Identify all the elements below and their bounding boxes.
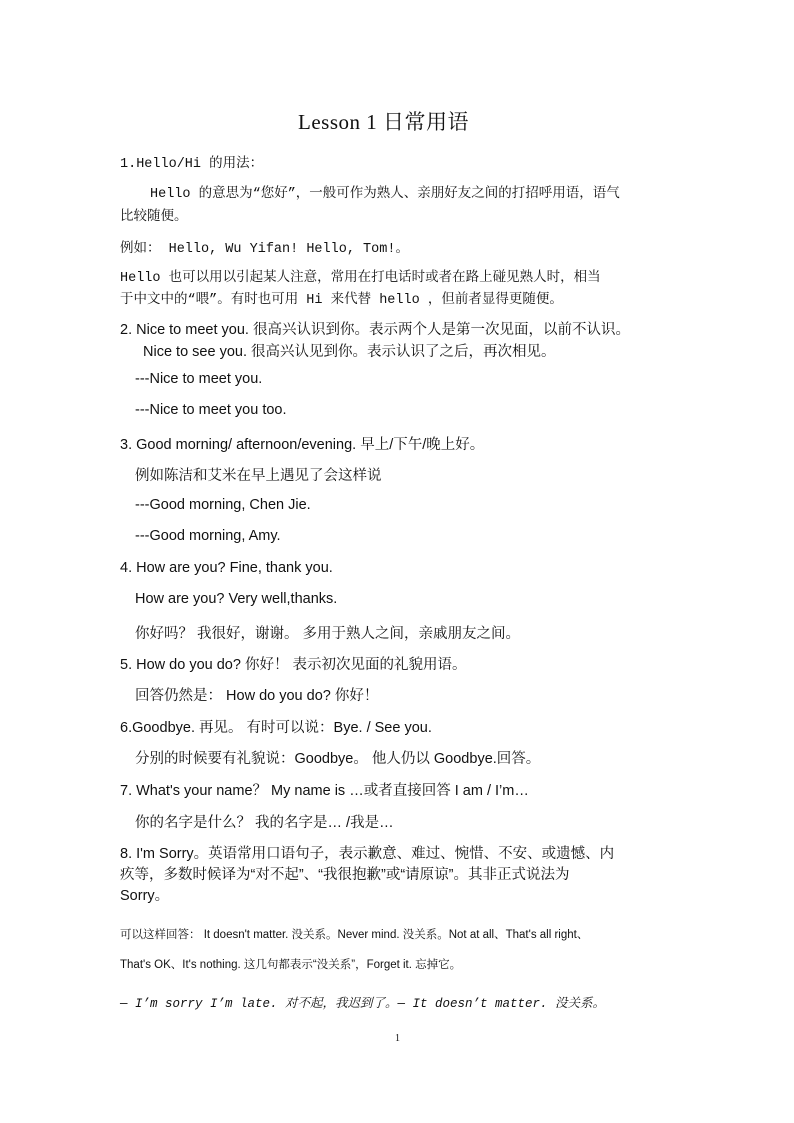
paragraph-line: 回答仍然是： How do you do? 你好！ — [135, 688, 379, 704]
dialogue-line: ---Good morning, Amy. — [135, 528, 281, 544]
dialogue-line: ---Nice to meet you. — [135, 371, 263, 387]
paragraph-line: 比较随便。 — [120, 210, 188, 225]
paragraph-line: 你好吗？ 我很好，谢谢。 多用于熟人之间，亲戚朋友之间。 — [135, 626, 521, 642]
paragraph-line: Hello 的意思为“您好”，一般可作为熟人、亲朋好友之间的打招呼用语，语气 — [150, 187, 620, 202]
paragraph-line: 于中文中的“喂”。有时也可用 Hi 来代替 hello ，但前者显得更随便。 — [120, 293, 563, 308]
section-1-heading: 1.Hello/Hi 的用法： — [120, 157, 264, 172]
example-dialogue: — I’m sorry I’m late. 对不起，我迟到了。— It doesn’t matter. 没关系。 — [120, 997, 606, 1011]
page-title: Lesson 1 日常用语 — [298, 110, 469, 134]
dialogue-line: ---Nice to meet you too. — [135, 402, 287, 418]
dialogue-line: ---Good morning, Chen Jie. — [135, 497, 311, 513]
paragraph-line: 分别的时候要有礼貌说：Goodbye。 他人仍以 Goodbye.回答。 — [135, 751, 541, 767]
section-6-heading: 6.Goodbye. 再见。 有时可以说：Bye. / See you. — [120, 720, 432, 736]
reply-line: That's OK、It's nothing. 这几句都表示“没关系”，Forget it. 忘掉它。 — [120, 959, 462, 971]
paragraph-line: 疚等，多数时候译为“对不起”、“我很抱歉”或“请原谅”。其非正式说法为 — [120, 867, 570, 883]
section-3-heading: 3. Good morning/ afternoon/evening. 早上/下午/晚上好。 — [120, 437, 485, 453]
section-7-heading: 7. What's your name？ My name is …或者直接回答 I am / I’m… — [120, 783, 529, 799]
paragraph-line: 例如陈洁和艾米在早上遇见了会这样说 — [135, 468, 382, 484]
section-2-heading: 2. Nice to meet you. 很高兴认识到你。表示两个人是第一次见面，以前不认识。 — [120, 322, 630, 338]
reply-line: 可以这样回答： It doesn't matter. 没关系。Never mind. 没关系。Not at all、That's all right、 — [120, 929, 589, 941]
page-number: 1 — [395, 1033, 400, 1044]
section-5-heading: 5. How do you do? 你好！ 表示初次见面的礼貌用语。 — [120, 657, 467, 673]
paragraph-line: 你的名字是什么？ 我的名字是… /我是… — [135, 815, 394, 831]
example-line: 例如： Hello, Wu Yifan! Hello, Tom!。 — [120, 242, 409, 257]
paragraph-line: How are you? Very well,thanks. — [135, 591, 338, 607]
paragraph-line: Hello 也可以用以引起某人注意，常用在打电话时或者在路上碰见熟人时，相当 — [120, 271, 601, 286]
section-8-heading: 8. I'm Sorry。英语常用口语句子，表示歉意、难过、惋惜、不安、或遗憾、内 — [120, 846, 615, 862]
section-4-heading: 4. How are you? Fine, thank you. — [120, 560, 333, 576]
paragraph-line: Sorry。 — [120, 888, 170, 904]
paragraph-line: Nice to see you. 很高兴认见到你。表示认识了之后，再次相见。 — [143, 344, 556, 360]
